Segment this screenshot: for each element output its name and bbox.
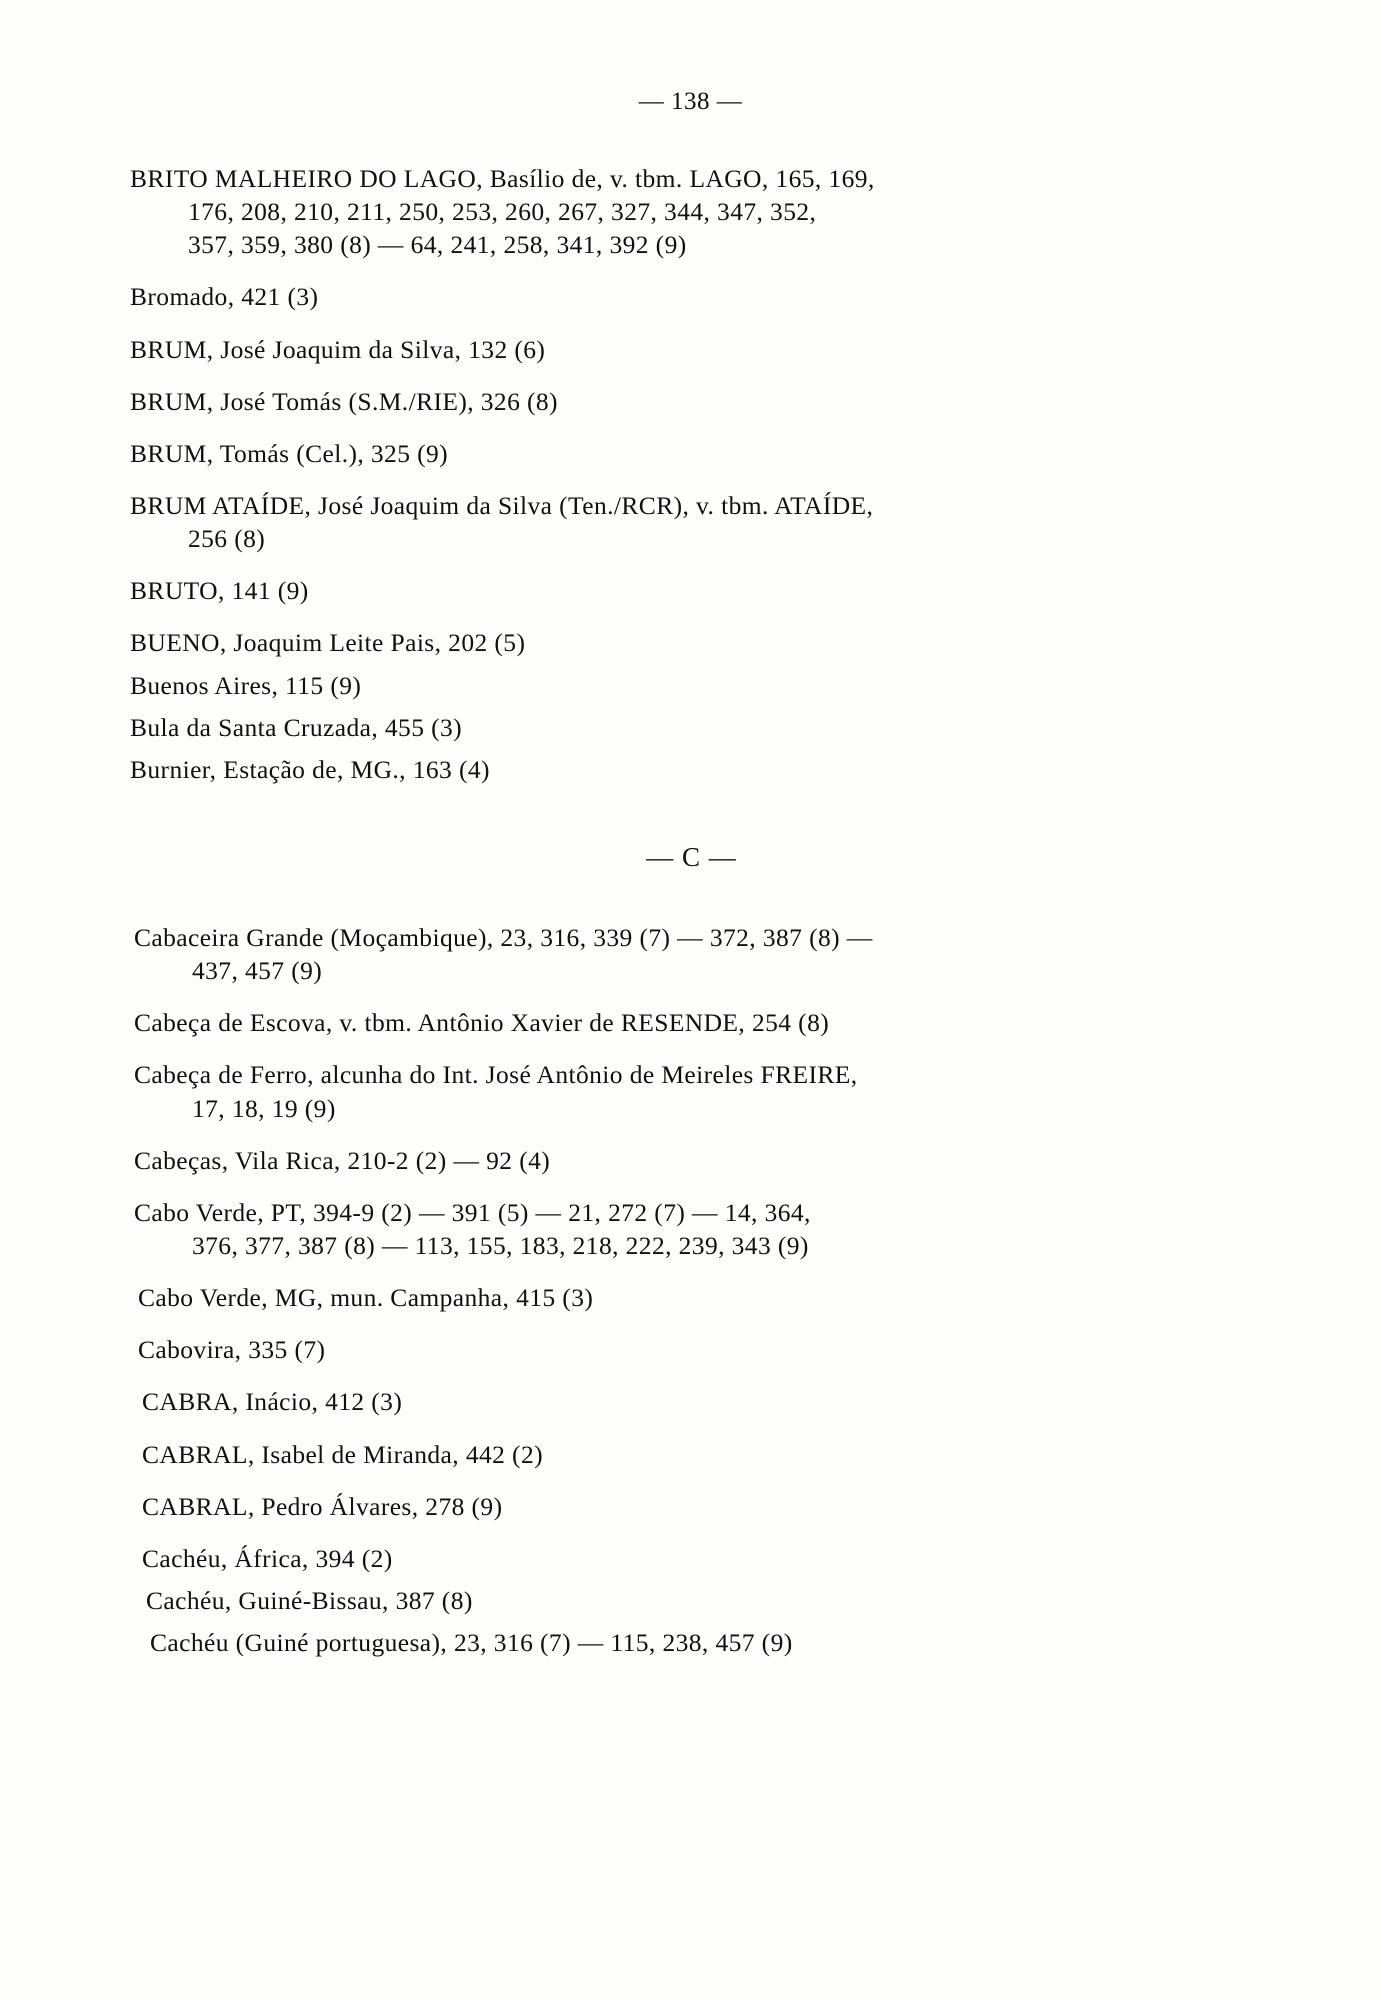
index-entry bbox=[130, 1144, 1253, 1177]
entry-line: 176, 208, 210, 211, 250, 253, 260, 267, 327, 344, 347, 352, bbox=[188, 197, 817, 227]
index-entry bbox=[130, 574, 1253, 607]
index-entry bbox=[130, 437, 1253, 470]
entry-line: BRITO MALHEIRO DO LAGO, Basílio de, v. tbm. LAGO, 165, 169, bbox=[130, 164, 875, 193]
index-entry bbox=[130, 753, 1253, 786]
entry-line: 437, 457 (9) bbox=[192, 956, 323, 986]
entry-line: BRUTO, 141 (9) bbox=[130, 576, 309, 606]
entry-line: BRUM, Tomás (Cel.), 325 (9) bbox=[130, 438, 449, 468]
index-entry bbox=[130, 333, 1253, 366]
index-entry bbox=[130, 1058, 1253, 1124]
entry-line: Burnier, Estação de, MG., 163 (4) bbox=[130, 754, 490, 784]
entry-line: BUENO, Joaquim Leite Pais, 202 (5) bbox=[130, 628, 526, 658]
entry-line: 17, 18, 19 (9) bbox=[192, 1093, 336, 1123]
index-entry bbox=[130, 626, 1253, 659]
entry-line: Cachéu (Guiné portuguesa), 23, 316 (7) — 115, 238, 457 (9) bbox=[150, 1628, 793, 1658]
index-entry bbox=[130, 1490, 1253, 1523]
index-entry bbox=[130, 489, 1253, 555]
page-body bbox=[130, 162, 1253, 1659]
entry-line: CABRAL, Isabel de Miranda, 442 (2) bbox=[142, 1439, 543, 1469]
entry-line: 357, 359, 380 (8) — 64, 241, 258, 341, 392 (9) bbox=[188, 230, 687, 260]
entry-line: 376, 377, 387 (8) — 113, 155, 183, 218, 222, 239, 343 (9) bbox=[192, 1230, 809, 1260]
entry-line: Bula da Santa Cruzada, 455 (3) bbox=[130, 712, 463, 742]
index-entry bbox=[130, 1584, 1253, 1617]
entry-line: 256 (8) bbox=[188, 524, 266, 554]
entry-line: Cachéu, Guiné-Bissau, 387 (8) bbox=[146, 1585, 473, 1615]
index-entry bbox=[130, 1006, 1253, 1039]
index-entry bbox=[130, 1281, 1253, 1314]
section-b-entries bbox=[130, 162, 1253, 786]
entry-line: Cachéu, África, 394 (2) bbox=[142, 1543, 393, 1573]
entry-line: CABRA, Inácio, 412 (3) bbox=[142, 1387, 403, 1417]
section-heading-c: — C — bbox=[646, 841, 737, 872]
index-entry bbox=[130, 280, 1253, 313]
index-entry bbox=[130, 1196, 1253, 1262]
page-number: — 138 — bbox=[638, 88, 743, 115]
index-entry bbox=[130, 1438, 1253, 1471]
entry-line: BRUM, José Tomás (S.M./RIE), 326 (8) bbox=[130, 386, 558, 416]
entry-line: Cabo Verde, MG, mun. Campanha, 415 (3) bbox=[138, 1283, 594, 1313]
index-entry bbox=[130, 1385, 1253, 1418]
section-c-entries bbox=[130, 921, 1253, 1659]
entry-line: Cabovira, 335 (7) bbox=[138, 1335, 326, 1365]
index-entry bbox=[130, 162, 1253, 261]
entry-line: Cabeça de Ferro, alcunha do Int. José Antônio de Meireles FREIRE, bbox=[134, 1060, 858, 1090]
entry-line: BRUM, José Joaquim da Silva, 132 (6) bbox=[130, 334, 546, 364]
index-entry bbox=[130, 385, 1253, 418]
entry-line: Cabo Verde, PT, 394-9 (2) — 391 (5) — 21, 272 (7) — 14, 364, bbox=[134, 1197, 811, 1227]
entry-line: Cabeças, Vila Rica, 210-2 (2) — 92 (4) bbox=[134, 1145, 551, 1175]
entry-line: Bromado, 421 (3) bbox=[130, 282, 319, 312]
index-entry bbox=[130, 921, 1253, 987]
index-entry bbox=[130, 1333, 1253, 1366]
index-entry bbox=[130, 711, 1253, 744]
index-entry bbox=[130, 1542, 1253, 1575]
entry-line: BRUM ATAÍDE, José Joaquim da Silva (Ten./RCR), v. tbm. ATAÍDE, bbox=[130, 490, 874, 520]
entry-line: CABRAL, Pedro Álvares, 278 (9) bbox=[142, 1491, 503, 1521]
entry-line: Cabeça de Escova, v. tbm. Antônio Xavier de RESENDE, 254 (8) bbox=[134, 1008, 830, 1038]
entry-line: Cabaceira Grande (Moçambique), 23, 316, 339 (7) — 372, 387 (8) — bbox=[134, 922, 873, 952]
index-entry bbox=[130, 669, 1253, 702]
entry-line: Buenos Aires, 115 (9) bbox=[130, 670, 362, 700]
index-entry bbox=[130, 1626, 1253, 1659]
